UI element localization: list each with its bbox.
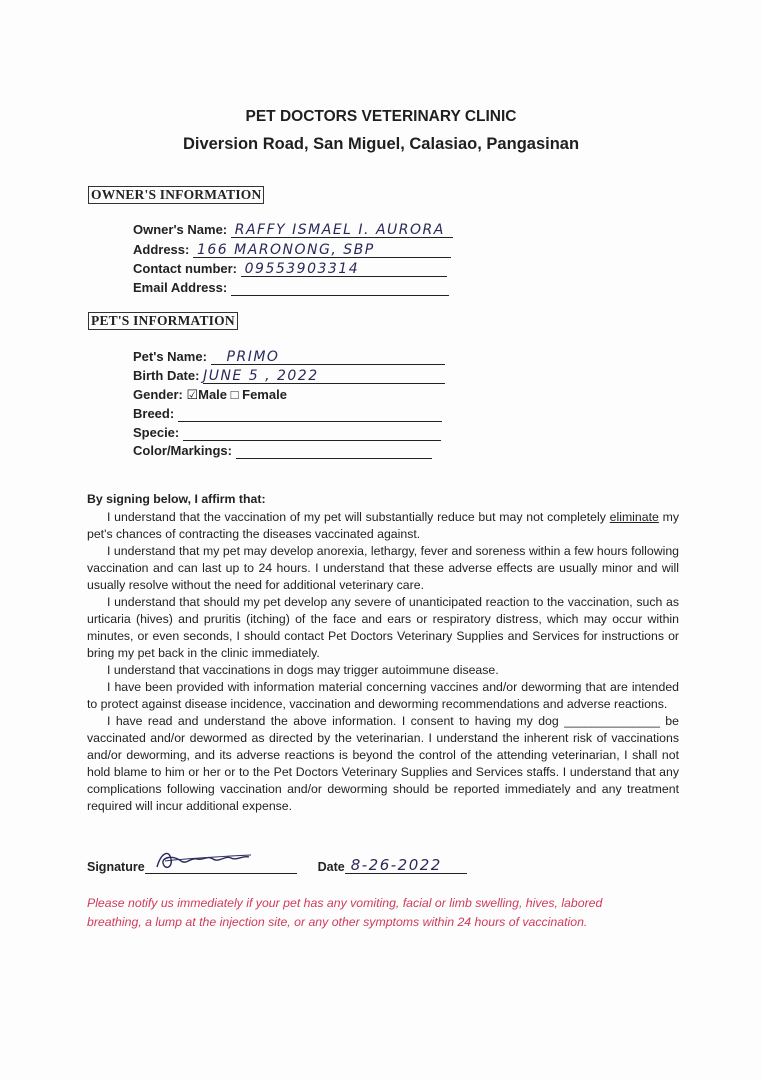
breed-label: Breed: <box>133 406 175 421</box>
address-field <box>133 242 451 258</box>
post-vaccination-notice: Please notify us immediately if your pet has any vomiting, facial or limb swelling, hives, labored breathing, a lump at the injection site, or any other symptoms within 24 hours of vaccination. <box>87 896 603 929</box>
signature-label: Signature <box>87 860 145 874</box>
date-value: 8-26-2022 <box>350 856 442 874</box>
contact-field <box>133 261 447 277</box>
specie-label: Specie: <box>133 425 180 440</box>
birth-date-line <box>203 368 445 384</box>
date-line[interactable] <box>345 858 467 874</box>
specie-line <box>183 425 441 441</box>
clinic-name: PET DOCTORS VETERINARY CLINIC <box>245 108 517 125</box>
male-label: Male <box>198 387 228 402</box>
female-checkbox[interactable]: □ <box>230 387 239 402</box>
owner-name-label: Owner's Name: <box>133 222 228 237</box>
pet-name-line <box>211 349 445 365</box>
handwritten-signature <box>151 845 261 875</box>
gender-field <box>133 387 287 403</box>
gender-label: Gender: <box>133 387 183 402</box>
pet-name-label: Pet's Name: <box>133 349 207 364</box>
email-label: Email Address: <box>133 280 228 295</box>
consent-paragraph-5: I have been provided with information material concerning vaccines and/or deworming that are intended to protect against disease incidence, vaccination and deworming recommendations and adverse reactions. <box>87 680 679 711</box>
color-markings-line <box>236 443 432 459</box>
consent-statement <box>87 491 679 815</box>
birth-date-label: Birth Date: <box>133 368 200 383</box>
email-line <box>231 280 449 296</box>
signature-row <box>87 858 467 874</box>
specie-field <box>133 425 441 441</box>
consent-paragraph-4: I understand that vaccinations in dogs may trigger autoimmune disease. <box>107 663 499 677</box>
consent-paragraph-1: I understand that the vaccination of my pet will substantially reduce but may not completely eliminate my pet's chances of contracting the diseases vaccinated against. <box>87 510 680 541</box>
clinic-address: Diversion Road, San Miguel, Calasiao, Pangasinan <box>182 135 580 153</box>
address-line <box>193 242 451 258</box>
birth-date-value: JUNE 5 , 2022 <box>203 368 319 384</box>
birth-date-field <box>133 368 445 384</box>
signature-line[interactable] <box>145 858 297 874</box>
owner-name-value: RAFFY ISMAEL I. AURORA <box>234 222 445 238</box>
consent-lead: By signing below, I affirm that: <box>87 492 266 506</box>
color-markings-label: Color/Markings: <box>133 443 232 458</box>
owner-section-heading: OWNER'S INFORMATION <box>88 186 264 204</box>
consent-paragraph-6: I have read and understand the above information. I consent to having my dog ______________ be vaccinated and/or dewormed as directed by the veterinarian. I understand the inherent risk of vaccinations and/or deworming, and its adverse reactions is beyond the control of the attending veterinarian, I shall not hold blame to him or her or to the Pet Doctors Veterinary Supplies and Services staffs. I understand that any complications following vaccination and/or deworming should be reported immediately and any treatment required will incur additional expense. <box>87 714 679 813</box>
pet-section-heading: PET'S INFORMATION <box>88 312 238 330</box>
owner-name-field <box>133 222 453 238</box>
contact-label: Contact number: <box>133 261 237 276</box>
email-field <box>133 280 449 296</box>
address-label: Address: <box>133 242 190 257</box>
address-value: 166 MARONONG, SBP <box>196 242 375 258</box>
male-checkbox[interactable]: ☑ <box>186 387 199 402</box>
pet-name-field <box>133 349 445 365</box>
dog-name-blank[interactable]: ______________ <box>564 714 660 728</box>
pet-name-value: PRIMO <box>226 349 280 365</box>
owner-name-line <box>231 222 453 238</box>
color-markings-field <box>133 443 432 459</box>
consent-paragraph-3: I understand that should my pet develop any severe of unanticipated reaction to the vaccination, such as urticaria (hives) and pruritis (itching) of the face and ears or respiratory distress, which may occur within minutes, or even seconds, I should contact Pet Doctors Veterinary Supplies and Services for instructions or bring my pet back in the clinic immediately. <box>87 595 679 660</box>
breed-field <box>133 406 442 422</box>
breed-line <box>178 406 442 422</box>
consent-paragraph-2: I understand that my pet may develop anorexia, lethargy, fever and soreness within a few hours following vaccination and can last up to 24 hours. I understand that these adverse effects are usually minor and will usually resolve without the need for additional veterinary care. <box>87 544 679 592</box>
date-label: Date <box>317 860 345 874</box>
female-label: Female <box>242 387 287 402</box>
contact-value: 09553903314 <box>244 261 360 277</box>
contact-line <box>241 261 447 277</box>
